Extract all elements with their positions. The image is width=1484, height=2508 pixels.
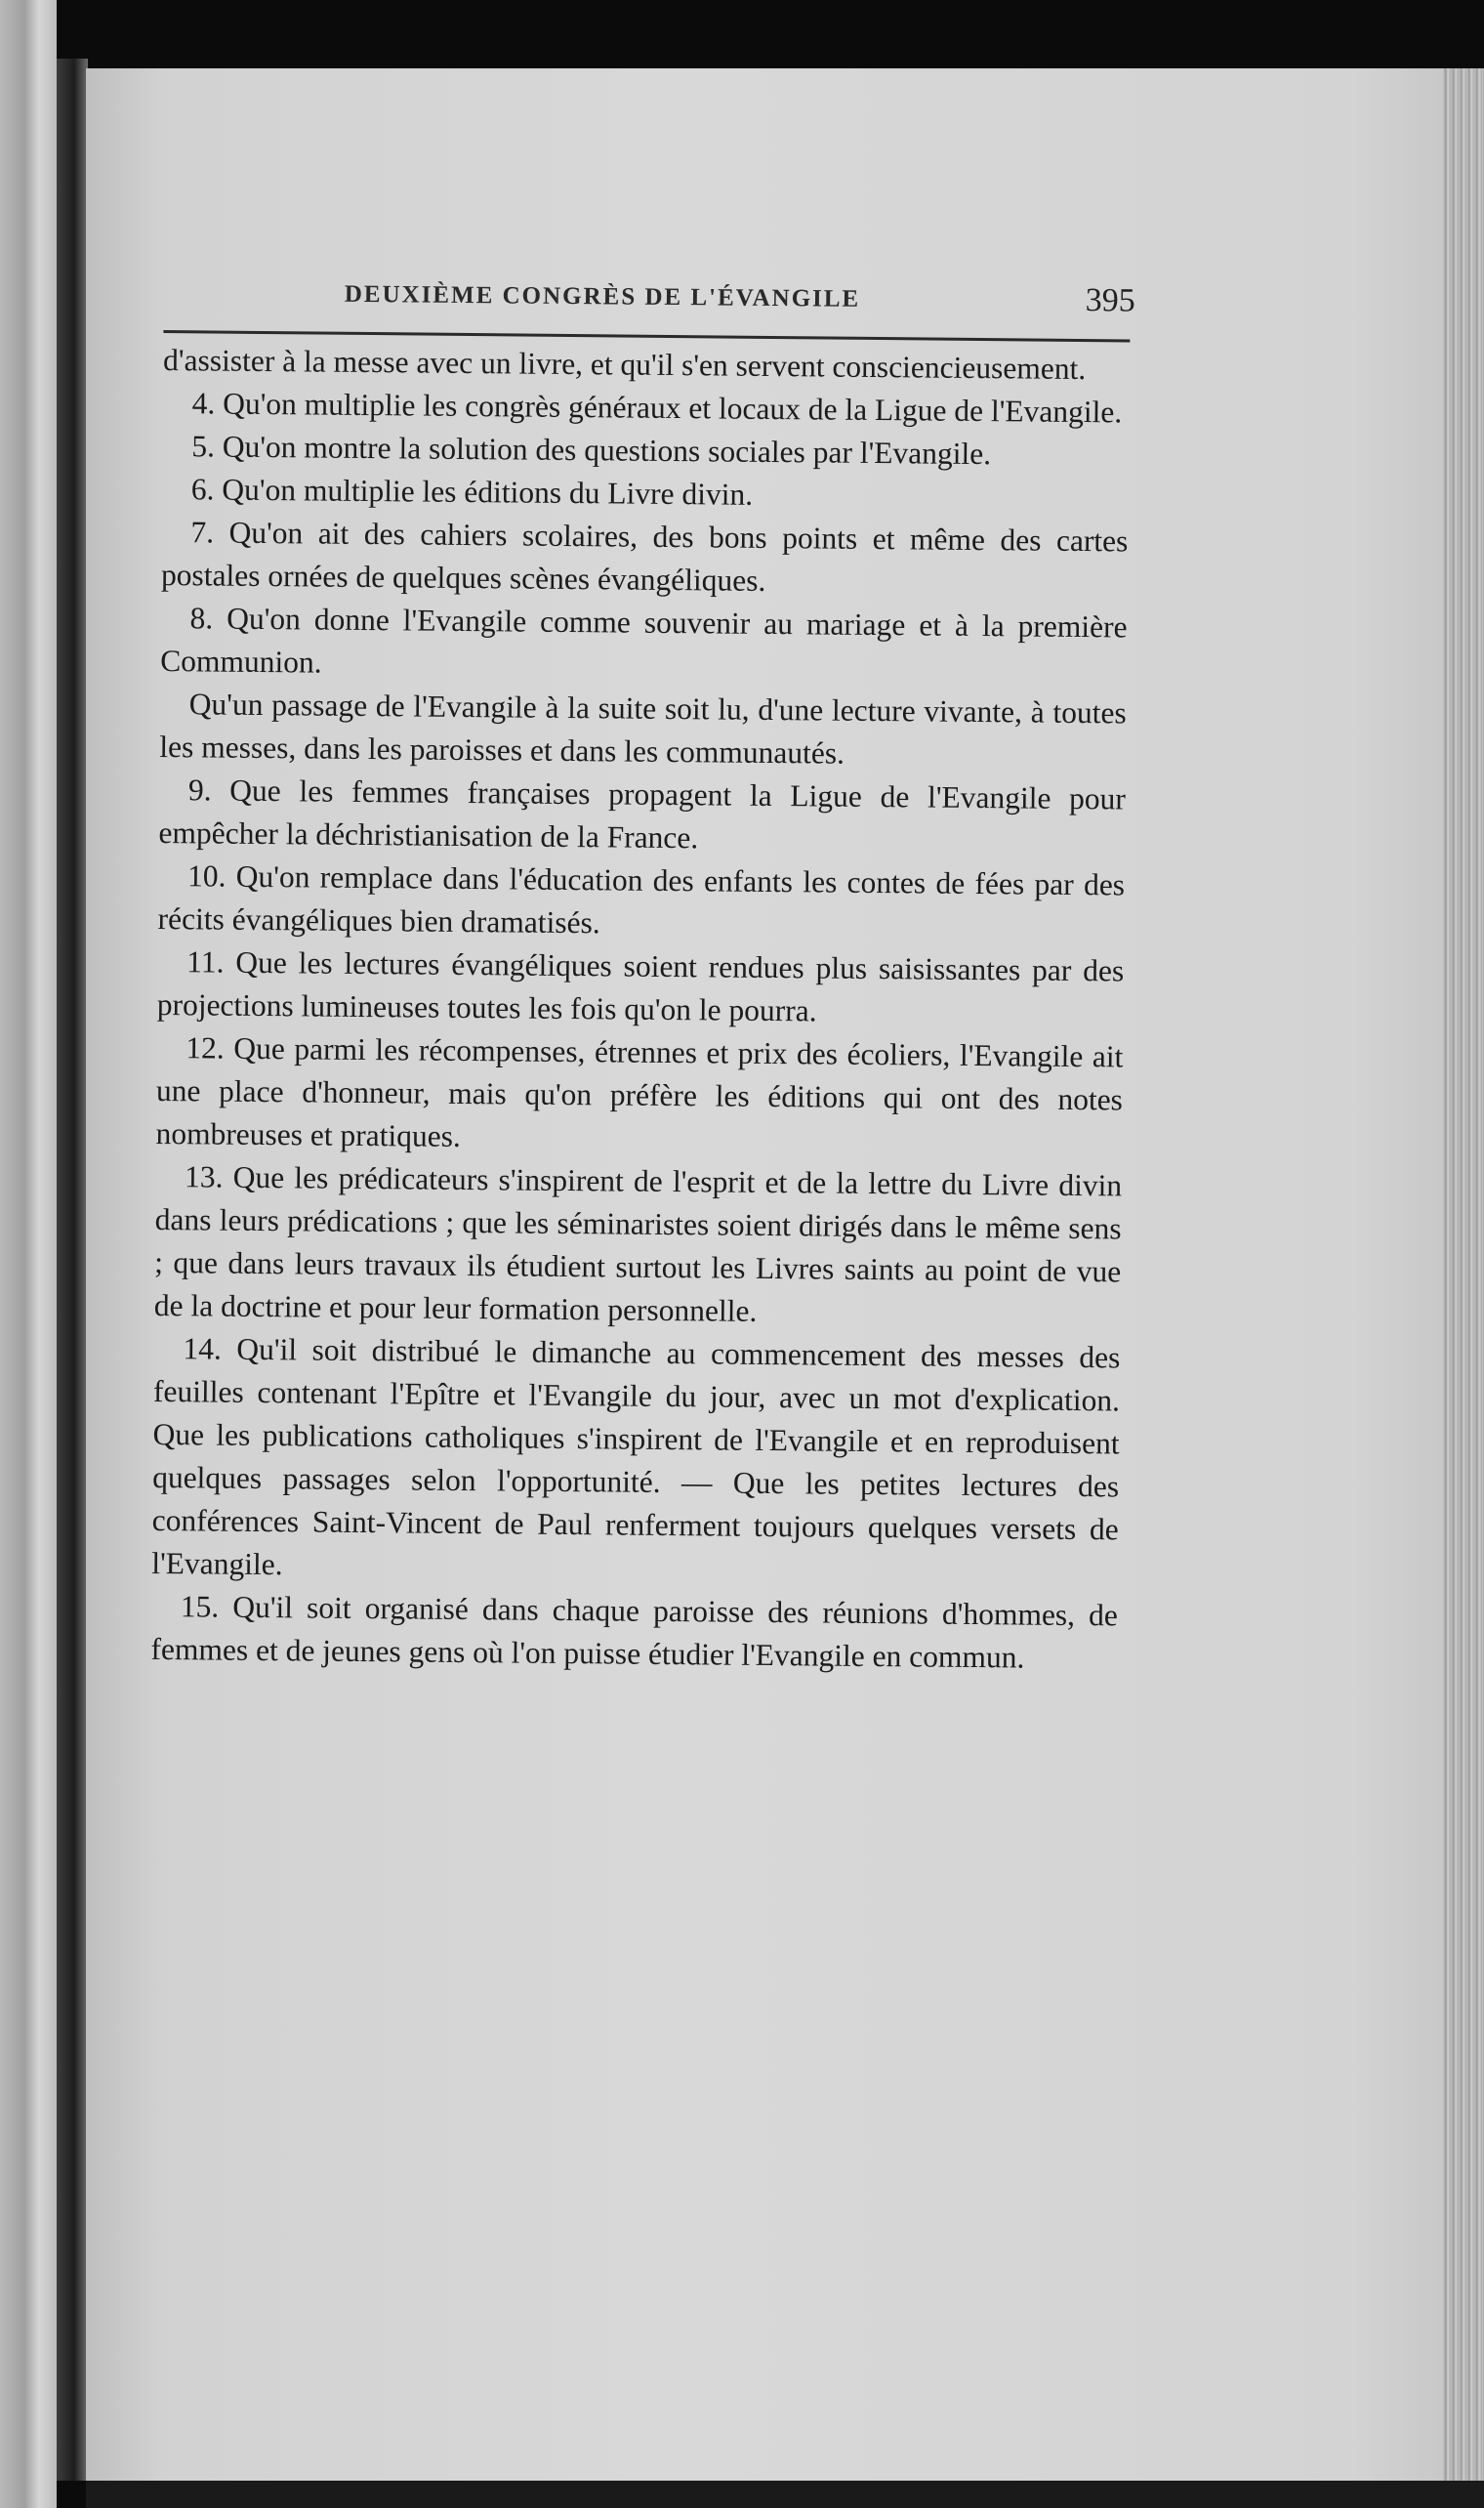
paragraph-item-10: 10. Qu'on remplace dans l'éducation des enfants les contes de fées par des récits évangéliques bien dramatisés. xyxy=(157,858,1126,940)
running-head xyxy=(164,273,1135,322)
book-spine-shadow xyxy=(57,59,88,2481)
paragraph-continued: d'assister à la messe avec un livre, et qu'il s'en servent consciencieusement. xyxy=(162,342,1087,387)
facing-page-edge xyxy=(0,0,57,2508)
paragraph-item-15: 15. Qu'il soit organisé dans chaque paroisse des réunions d'hommes, de femmes et de jeunes gens où l'on puisse étudier l'Evangile en commun. xyxy=(150,1589,1119,1675)
page-stack-edges xyxy=(1443,68,1484,2481)
paragraph-item-4: 4. Qu'on multiplie les congrès généraux et locaux de la Ligue de l'Evangile. xyxy=(191,386,1123,430)
paragraph-item-7: 7. Qu'on ait des cahiers scolaires, des bons points et même des cartes postales ornées de quelques scènes évangéliques. xyxy=(160,515,1129,598)
paragraph-item-6: 6. Qu'on multiplie les éditions du Livre divin. xyxy=(190,472,754,512)
paragraph-item-12: 12. Que parmi les récompenses, étrennes et prix des écoliers, l'Evangile ait une place d'honneur, mais qu'on préfère les éditions qui ont des notes nombreuses et pratiques. xyxy=(155,1030,1124,1153)
paragraph-item-14: 14. Qu'il soit distribué le dimanche au commencement des messes des feuilles contenant l'Epître et l'Evangile du jour, avec un mot d'explication. Que les publications catholiques s'inspirent de l'Evangile et en reproduisent quelques passages selon l'opportunité. — Que les petites lectures des conférences Saint-Vincent de Paul renferment toujours quelques versets de l'Evangile. xyxy=(151,1331,1121,1582)
paragraph-passage: Qu'un passage de l'Evangile à la suite soit lu, d'une lecture vivante, à toutes les messes, dans les paroisses et dans les communautés. xyxy=(159,687,1127,771)
paragraph-item-8: 8. Qu'on donne l'Evangile comme souvenir au mariage et à la première Communion. xyxy=(160,601,1128,680)
paragraph-item-11: 11. Que les lectures évangéliques soient rendues plus saisissantes par des projections lumineuses toutes les fois qu'on le pourra. xyxy=(156,944,1125,1028)
paragraph-item-5: 5. Qu'on montre la solution des questions sociales par l'Evangile. xyxy=(191,429,992,472)
paragraph-item-9: 9. Que les femmes françaises propagent la Ligue de l'Evangile pour empêcher la déchristianisation de la France. xyxy=(158,773,1127,856)
running-title: DEUXIÈME CONGRÈS DE L'ÉVANGILE xyxy=(344,280,861,313)
page-content xyxy=(150,273,1135,1680)
paragraph-item-13: 13. Que les prédicateurs s'inspirent de l'esprit et de la lettre du Livre divin dans leurs prédications ; que les séminaristes soient dirigés dans le même sens ; que dans leurs travaux ils étudient surtout les Livres saints au point de vue de la doctrine et pour leur formation personnelle. xyxy=(153,1159,1123,1328)
bottom-shadow xyxy=(86,2481,1484,2508)
page-number: 395 xyxy=(1085,282,1135,319)
